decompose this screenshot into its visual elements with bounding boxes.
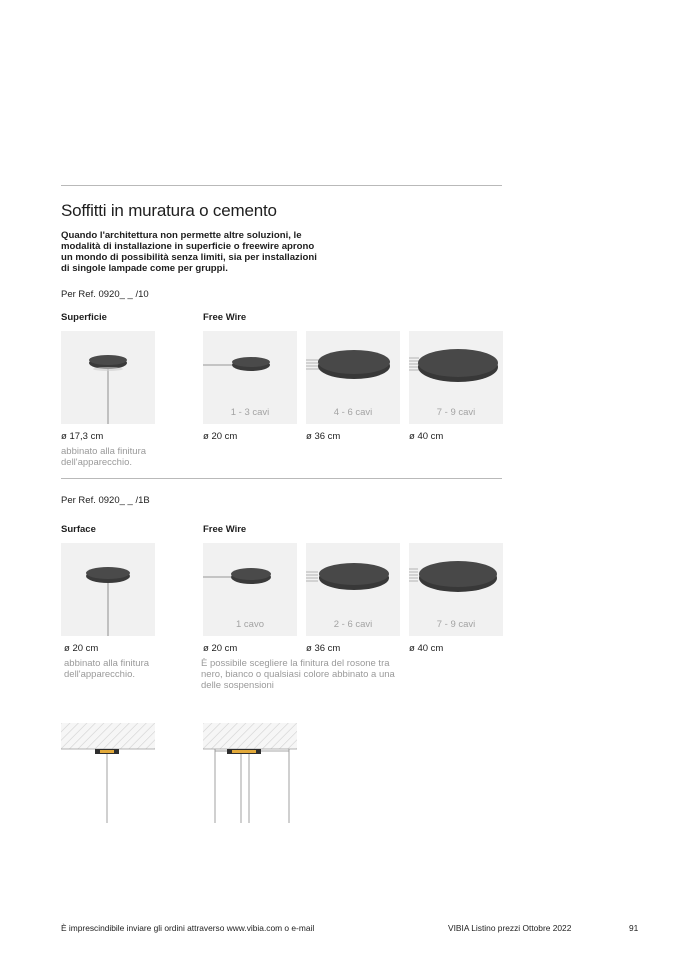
group1-label-surface: Superficie <box>61 312 107 323</box>
group2-tile-caption: 7 - 9 cavi <box>436 619 476 630</box>
group1-dim-freewire-2: ø 36 cm <box>306 431 341 442</box>
section-title: Soffitti in muratura o cemento <box>61 201 277 220</box>
group2-label-freewire: Free Wire <box>203 524 247 535</box>
section-top-rule <box>61 185 502 186</box>
group1-tile-freewire-1 <box>203 331 297 424</box>
group1-tile-caption: 1 - 3 cavi <box>230 407 270 418</box>
group1-label-freewire: Free Wire <box>203 312 247 323</box>
group2-dim-freewire-3: ø 40 cm <box>409 643 444 654</box>
group2-tile-caption: 1 cavo <box>236 619 264 630</box>
footer-page-number: 91 <box>629 923 639 933</box>
group1-dim-freewire-3: ø 40 cm <box>409 431 444 442</box>
footer-order-note: È imprescindibile inviare gli ordini attraverso www.vibia.com o e-mail <box>61 923 315 933</box>
section-intro: Quando l'architettura non permette altre soluzioni, le modalità di installazione in superficie o freewire aprono un mondo di possibilità senza limiti, sia per installazioni di singole lampade come per gruppi. <box>61 230 317 274</box>
group1-dim-freewire-1: ø 20 cm <box>203 431 238 442</box>
group1-tile-freewire-2 <box>306 331 400 424</box>
group2-dim-freewire-2: ø 36 cm <box>306 643 341 654</box>
group2-freewire-note: È possibile scegliere la finitura del rosone tra nero, bianco o qualsiasi colore abbinato a una delle sospensioni <box>201 658 395 691</box>
group2-tile-freewire-2 <box>306 543 400 636</box>
freewire-installation-diagram <box>203 723 297 833</box>
group1-tile-freewire-3 <box>409 331 503 424</box>
group2-note-surface: abbinato alla finitura dell'apparecchio. <box>64 658 150 680</box>
surface-canopy-image <box>61 331 155 424</box>
group2-tile-caption: 2 - 6 cavi <box>333 619 373 630</box>
group1-tile-surface <box>61 331 155 424</box>
surface-canopy-image <box>61 543 155 636</box>
group2-label-surface: Surface <box>61 524 96 535</box>
group1-tile-caption: 7 - 9 cavi <box>436 407 476 418</box>
surface-installation-diagram <box>61 723 155 833</box>
group2-tile-surface <box>61 543 155 636</box>
group2-tile-freewire-3 <box>409 543 503 636</box>
group1-tile-caption: 4 - 6 cavi <box>333 407 373 418</box>
group2-ref: Per Ref. 0920_ _ /1B <box>61 495 150 506</box>
group-divider <box>61 478 502 479</box>
group2-tile-freewire-1 <box>203 543 297 636</box>
group1-dim-surface: ø 17,3 cm <box>61 431 104 442</box>
group1-ref: Per Ref. 0920_ _ /10 <box>61 289 149 300</box>
group2-dim-freewire-1: ø 20 cm <box>203 643 238 654</box>
group1-note-surface: abbinato alla finitura dell'apparecchio. <box>61 446 147 468</box>
group2-dim-surface: ø 20 cm <box>64 643 99 654</box>
footer-brand-catalog: VIBIA Listino prezzi Ottobre 2022 <box>448 923 572 933</box>
